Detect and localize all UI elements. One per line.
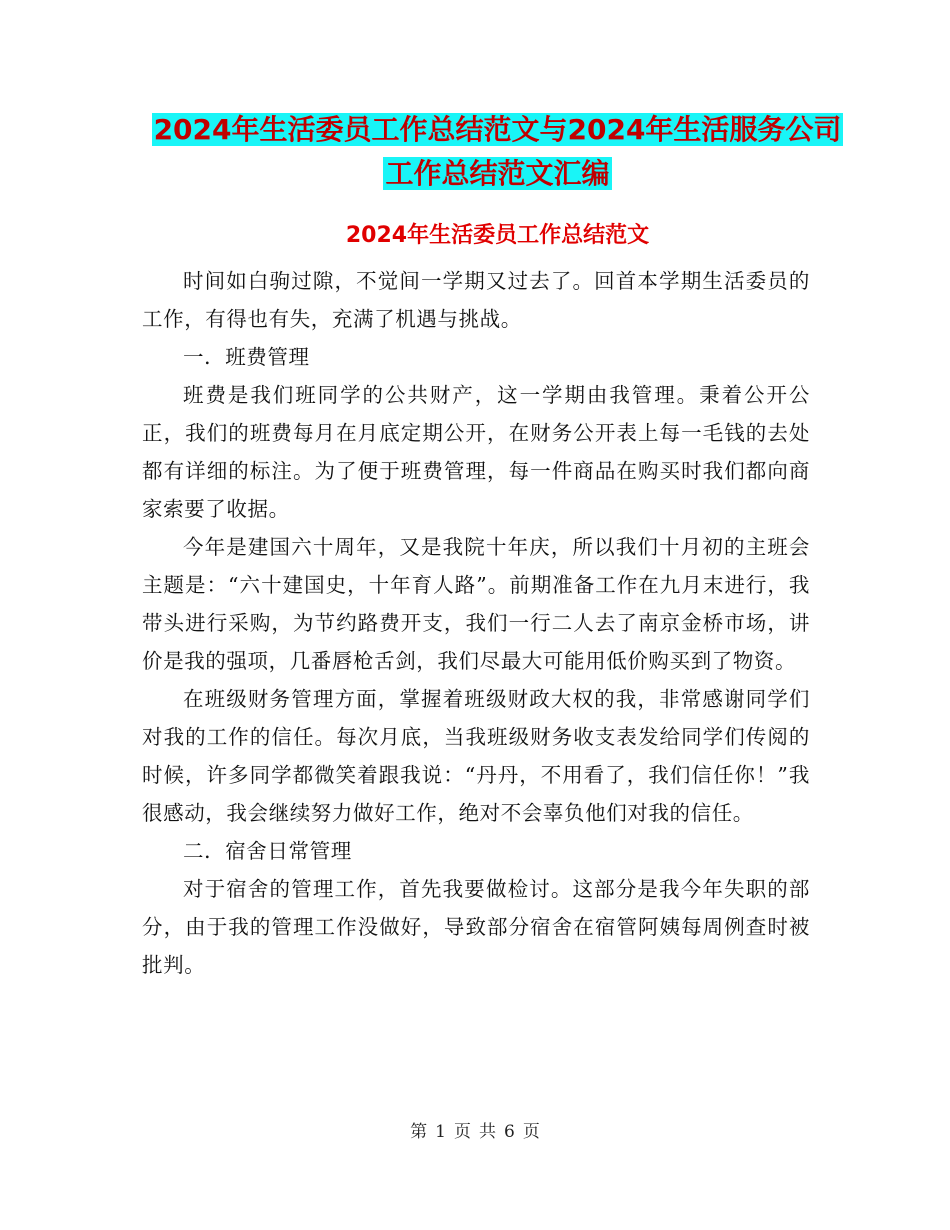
document-body bbox=[142, 262, 810, 984]
section-title: 2024年生活委员工作总结范文 bbox=[345, 223, 650, 248]
footer-total-label: 共 bbox=[479, 1122, 496, 1142]
document-title-text-2: 工作总结范文汇编 bbox=[385, 157, 610, 190]
document-title-line-2 bbox=[140, 155, 855, 193]
heading-dorm-management: 二．宿舍日常管理 bbox=[183, 839, 352, 863]
paragraph-dorm-management: 对于宿舍的管理工作，首先我要做检讨。这部分是我今年失职的部分，由于我的管理工作没做好，导致部分宿舍在宿管阿姨每周例查时被批判。 bbox=[142, 877, 810, 977]
footer-total-pages: 6 bbox=[504, 1122, 515, 1142]
paragraph-intro: 时间如白驹过隙，不觉间一学期又过去了。回首本学期生活委员的工作，有得也有失，充满了机遇与挑战。 bbox=[142, 269, 810, 331]
footer-page-unit: 页 bbox=[454, 1122, 471, 1142]
page-footer bbox=[0, 1120, 950, 1144]
footer-total-unit: 页 bbox=[522, 1122, 540, 1142]
paragraph-anniversary: 今年是建国六十周年，又是我院十年庆，所以我们十月初的主班会主题是：“六十建国史，十年育人路”。前期准备工作在九月末进行，我带头进行采购，为节约路费开支，我们一行二人去了南京金桥市场，讲价是我的强项，几番唇枪舌剑，我们尽最大可能用低价购买到了物资。 bbox=[142, 535, 810, 673]
paragraph-finance-trust: 在班级财务管理方面，掌握着班级财政大权的我，非常感谢同学们对我的工作的信任。每次月底，当我班级财务收支表发给同学们传阅的时候，许多同学都微笑着跟我说：“丹丹，不用看了，我们信任你！”我很感动，我会继续努力做好工作，绝对不会辜负他们对我的信任。 bbox=[142, 687, 810, 825]
heading-class-fee: 一．班费管理 bbox=[183, 345, 310, 369]
paragraph-class-fee: 班费是我们班同学的公共财产，这一学期由我管理。秉着公开公正，我们的班费每月在月底定期公开，在财务公开表上每一毛钱的去处都有详细的标注。为了便于班费管理，每一件商品在购买时我们都向商家索要了收据。 bbox=[142, 383, 810, 521]
document-title-text-1: 2024年生活委员工作总结范文与2024年生活服务公司 bbox=[153, 113, 842, 146]
footer-page-label: 第 bbox=[410, 1122, 428, 1142]
footer-current-page: 1 bbox=[435, 1122, 446, 1142]
document-title-line-1 bbox=[140, 111, 855, 149]
